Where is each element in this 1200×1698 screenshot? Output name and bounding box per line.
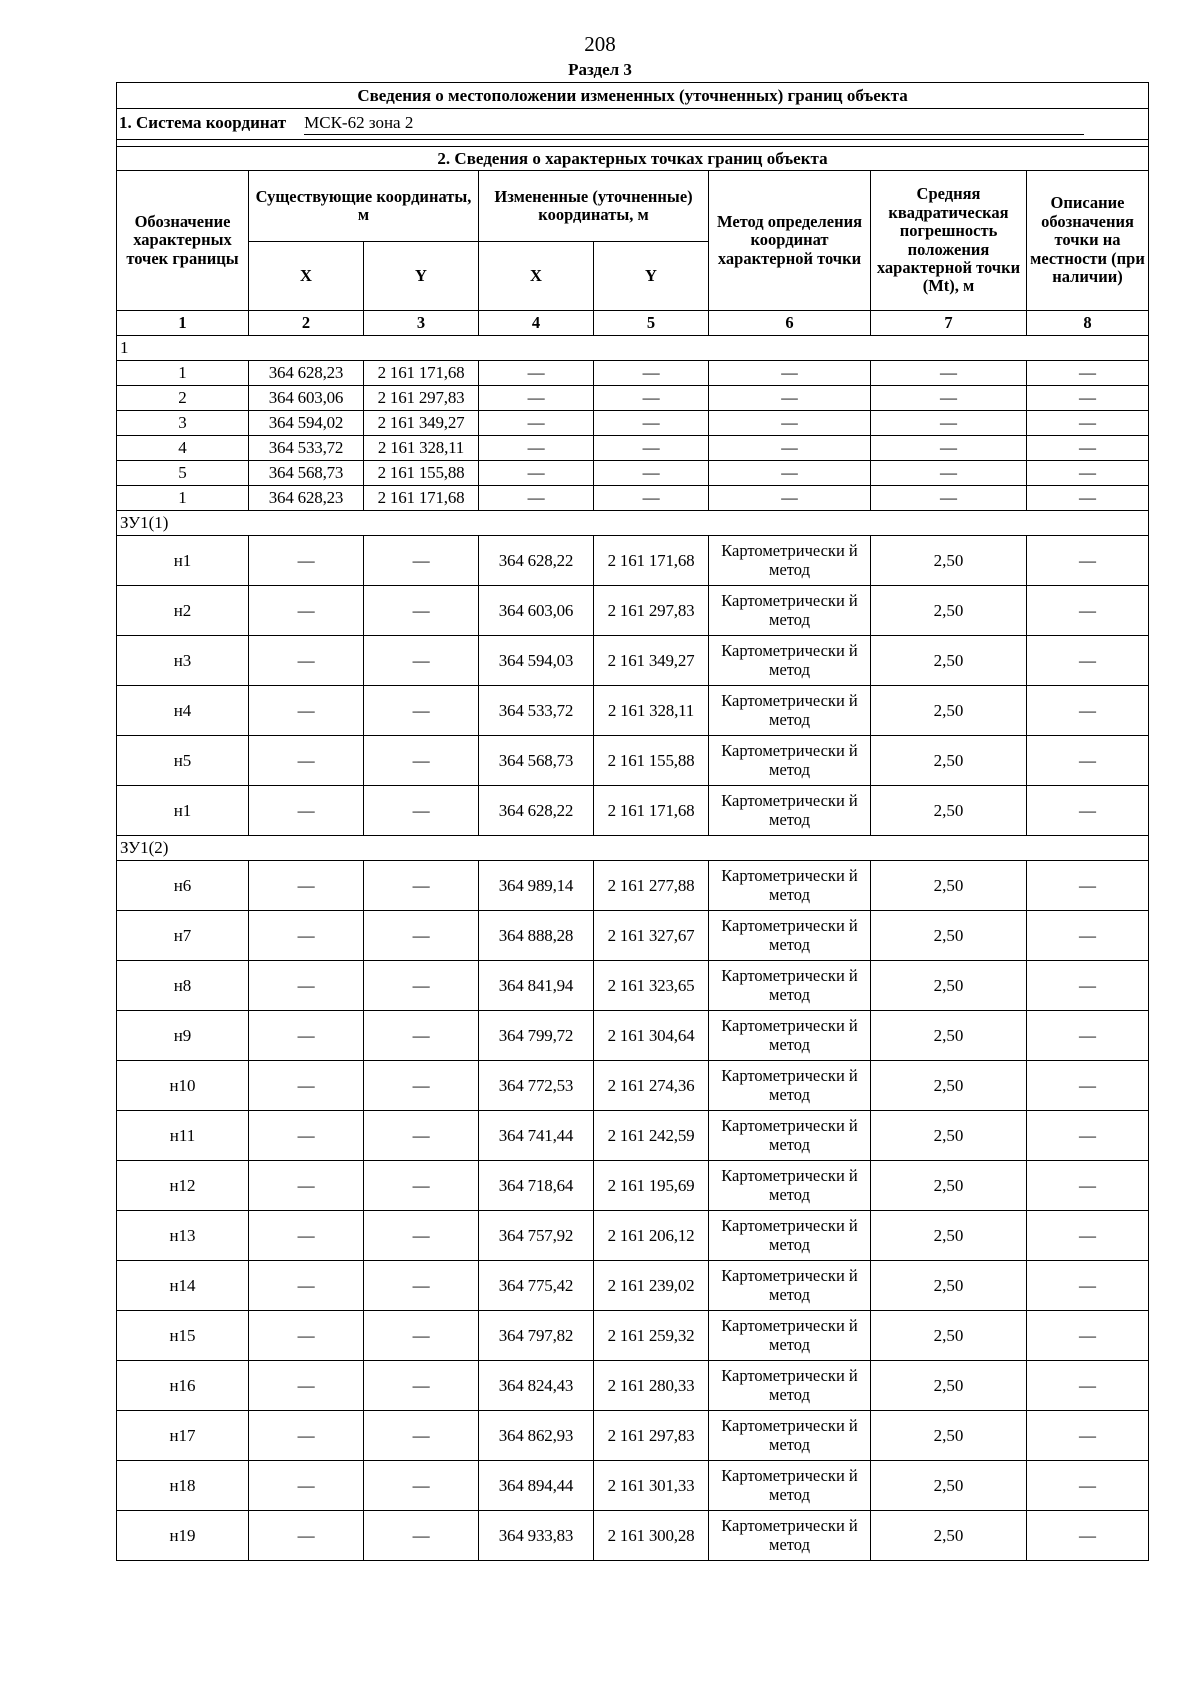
existing-x: — [249,1411,364,1461]
changed-y: 2 161 301,33 [594,1461,709,1511]
point-designation: н7 [117,911,249,961]
existing-y: — [364,1361,479,1411]
point-designation: 4 [117,436,249,461]
existing-x: 364 594,02 [249,411,364,436]
existing-y: — [364,1211,479,1261]
existing-x: — [249,1211,364,1261]
changed-y: 2 161 297,83 [594,586,709,636]
table-row [117,486,1149,511]
group-name: ЗУ1(1) [117,511,1149,536]
table-row [117,1111,1149,1161]
coord-system-row [117,109,1149,140]
column-number: 2 [249,311,364,336]
point-description: — [1027,686,1149,736]
existing-x: 364 628,23 [249,361,364,386]
changed-x: 364 741,44 [479,1111,594,1161]
group-row [117,336,1149,361]
existing-x: — [249,961,364,1011]
changed-y: 2 161 328,11 [594,686,709,736]
header-existing-y: Y [364,242,479,311]
mean-error: 2,50 [871,911,1027,961]
changed-x: 364 594,03 [479,636,594,686]
changed-x: 364 718,64 [479,1161,594,1211]
point-designation: н15 [117,1311,249,1361]
table-row [117,461,1149,486]
existing-y: — [364,1461,479,1511]
changed-x: 364 888,28 [479,911,594,961]
point-description: — [1027,961,1149,1011]
mean-error: 2,50 [871,1111,1027,1161]
table-row [117,411,1149,436]
changed-y: 2 161 349,27 [594,636,709,686]
existing-x: 364 533,72 [249,436,364,461]
mean-error: 2,50 [871,1361,1027,1411]
method: Картометрически й метод [709,1261,871,1311]
existing-y: — [364,786,479,836]
point-description: — [1027,461,1149,486]
point-description: — [1027,586,1149,636]
table-row [117,786,1149,836]
point-designation: 2 [117,386,249,411]
existing-y: 2 161 171,68 [364,361,479,386]
mean-error: 2,50 [871,1411,1027,1461]
changed-y: 2 161 206,12 [594,1211,709,1261]
table-row [117,436,1149,461]
mean-error: 2,50 [871,1211,1027,1261]
point-designation: н10 [117,1061,249,1111]
existing-y: — [364,686,479,736]
existing-y: — [364,536,479,586]
changed-y: 2 161 242,59 [594,1111,709,1161]
mean-error: 2,50 [871,686,1027,736]
column-number: 7 [871,311,1027,336]
coord-system-label: 1. Система координат [119,113,287,133]
mean-error: 2,50 [871,636,1027,686]
existing-x: — [249,786,364,836]
point-designation: н1 [117,786,249,836]
mean-error: — [871,486,1027,511]
page-number: 208 [584,32,616,56]
existing-y: — [364,961,479,1011]
point-description: — [1027,861,1149,911]
existing-y: 2 161 328,11 [364,436,479,461]
group-name: 1 [117,336,1149,361]
point-description: — [1027,436,1149,461]
existing-y: — [364,736,479,786]
table-row [117,1361,1149,1411]
existing-x: 364 628,23 [249,486,364,511]
point-description: — [1027,1311,1149,1361]
table-row [117,686,1149,736]
boundary-points-table [116,82,1149,1561]
existing-x: — [249,861,364,911]
table-row [117,861,1149,911]
changed-y: 2 161 274,36 [594,1061,709,1111]
point-description: — [1027,1511,1149,1561]
existing-y: 2 161 349,27 [364,411,479,436]
point-description: — [1027,1261,1149,1311]
existing-x: — [249,1161,364,1211]
existing-y: — [364,911,479,961]
existing-y: — [364,586,479,636]
column-number: 8 [1027,311,1149,336]
existing-x: — [249,736,364,786]
existing-y: — [364,1111,479,1161]
column-number: 6 [709,311,871,336]
changed-y: 2 161 171,68 [594,536,709,586]
method: Картометрически й метод [709,911,871,961]
point-description: — [1027,536,1149,586]
point-designation: н2 [117,586,249,636]
table-row [117,1311,1149,1361]
mean-error: 2,50 [871,1461,1027,1511]
mean-error: 2,50 [871,961,1027,1011]
mean-error: 2,50 [871,1311,1027,1361]
table-row [117,586,1149,636]
method: Картометрически й метод [709,1511,871,1561]
existing-x: — [249,636,364,686]
points-title: 2. Сведения о характерных точках границ объекта [117,147,1149,171]
point-designation: 1 [117,361,249,386]
point-designation: н4 [117,686,249,736]
changed-x: 364 568,73 [479,736,594,786]
point-description: — [1027,736,1149,786]
table-title: Сведения о местоположении измененных (уточненных) границ объекта [117,83,1149,109]
coord-system-value: МСК-62 зона 2 [304,113,1084,134]
point-designation: н6 [117,861,249,911]
changed-y: 2 161 297,83 [594,1411,709,1461]
table-row [117,1261,1149,1311]
column-number: 5 [594,311,709,336]
existing-y: — [364,1411,479,1461]
header-method: Метод определения координат характерной точки [709,171,871,311]
changed-x: 364 862,93 [479,1411,594,1461]
header-changed-x: X [479,242,594,311]
changed-x: 364 841,94 [479,961,594,1011]
existing-x: 364 568,73 [249,461,364,486]
existing-x: — [249,1261,364,1311]
changed-x: 364 797,82 [479,1311,594,1361]
point-description: — [1027,1161,1149,1211]
existing-x: — [249,911,364,961]
point-designation: н12 [117,1161,249,1211]
point-designation: н17 [117,1411,249,1461]
changed-y: 2 161 171,68 [594,786,709,836]
point-description: — [1027,386,1149,411]
mean-error: — [871,361,1027,386]
header-existing: Существующие координаты, м [249,171,479,242]
method: Картометрически й метод [709,1461,871,1511]
changed-y: 2 161 280,33 [594,1361,709,1411]
method: Картометрически й метод [709,586,871,636]
table-row [117,961,1149,1011]
table-row [117,386,1149,411]
method: — [709,361,871,386]
existing-x: 364 603,06 [249,386,364,411]
changed-x: 364 775,42 [479,1261,594,1311]
changed-y: — [594,386,709,411]
header-changed: Измененные (уточненные) координаты, м [479,171,709,242]
existing-y: 2 161 171,68 [364,486,479,511]
table-row [117,1411,1149,1461]
changed-x: — [479,386,594,411]
mean-error: — [871,386,1027,411]
table-row [117,1061,1149,1111]
method: Картометрически й метод [709,1111,871,1161]
changed-y: 2 161 277,88 [594,861,709,911]
existing-y: — [364,1011,479,1061]
changed-x: — [479,411,594,436]
point-designation: 5 [117,461,249,486]
point-description: — [1027,1211,1149,1261]
method: Картометрически й метод [709,736,871,786]
changed-y: 2 161 323,65 [594,961,709,1011]
existing-x: — [249,536,364,586]
method: Картометрически й метод [709,1011,871,1061]
point-description: — [1027,486,1149,511]
existing-y: — [364,636,479,686]
table-row [117,1211,1149,1261]
changed-x: 364 824,43 [479,1361,594,1411]
mean-error: 2,50 [871,861,1027,911]
method: — [709,386,871,411]
mean-error: 2,50 [871,736,1027,786]
point-designation: н19 [117,1511,249,1561]
point-description: — [1027,1111,1149,1161]
method: Картометрически й метод [709,636,871,686]
changed-x: 364 799,72 [479,1011,594,1061]
method: Картометрически й метод [709,686,871,736]
table-row [117,911,1149,961]
point-description: — [1027,636,1149,686]
mean-error: 2,50 [871,536,1027,586]
method: Картометрически й метод [709,1411,871,1461]
existing-y: — [364,1511,479,1561]
changed-y: 2 161 300,28 [594,1511,709,1561]
method: Картометрически й метод [709,1061,871,1111]
mean-error: — [871,411,1027,436]
point-description: — [1027,1011,1149,1061]
changed-y: 2 161 304,64 [594,1011,709,1061]
point-description: — [1027,411,1149,436]
group-row [117,511,1149,536]
changed-x: 364 628,22 [479,786,594,836]
point-designation: 3 [117,411,249,436]
changed-y: — [594,461,709,486]
existing-y: — [364,1161,479,1211]
existing-y: — [364,1061,479,1111]
point-designation: н14 [117,1261,249,1311]
existing-x: — [249,1361,364,1411]
group-name: ЗУ1(2) [117,836,1149,861]
point-designation: н8 [117,961,249,1011]
method: — [709,436,871,461]
existing-x: — [249,1011,364,1061]
point-designation: н13 [117,1211,249,1261]
point-description: — [1027,786,1149,836]
column-number: 4 [479,311,594,336]
existing-x: — [249,1061,364,1111]
table-row [117,536,1149,586]
header-changed-y: Y [594,242,709,311]
mean-error: — [871,436,1027,461]
table-row [117,736,1149,786]
changed-x: — [479,436,594,461]
header-designation: Обозначение характерных точек границы [117,171,249,311]
mean-error: 2,50 [871,1511,1027,1561]
changed-y: 2 161 259,32 [594,1311,709,1361]
mean-error: 2,50 [871,586,1027,636]
method: Картометрически й метод [709,1211,871,1261]
table-row [117,636,1149,686]
existing-x: — [249,1311,364,1361]
point-description: — [1027,1061,1149,1111]
point-designation: н11 [117,1111,249,1161]
method: Картометрически й метод [709,1361,871,1411]
existing-y: — [364,1261,479,1311]
changed-y: — [594,436,709,461]
point-description: — [1027,1411,1149,1461]
changed-x: — [479,461,594,486]
method: Картометрически й метод [709,1161,871,1211]
point-designation: н1 [117,536,249,586]
existing-y: — [364,1311,479,1361]
changed-x: 364 628,22 [479,536,594,586]
point-designation: н9 [117,1011,249,1061]
existing-x: — [249,1461,364,1511]
changed-y: 2 161 155,88 [594,736,709,786]
point-description: — [1027,1361,1149,1411]
section-title: Раздел 3 [568,60,632,79]
mean-error: 2,50 [871,1161,1027,1211]
point-designation: н5 [117,736,249,786]
point-description: — [1027,911,1149,961]
mean-error: — [871,461,1027,486]
changed-y: 2 161 327,67 [594,911,709,961]
changed-x: 364 894,44 [479,1461,594,1511]
method: Картометрически й метод [709,961,871,1011]
point-designation: н18 [117,1461,249,1511]
method: Картометрически й метод [709,786,871,836]
table-row [117,1011,1149,1061]
mean-error: 2,50 [871,786,1027,836]
existing-x: — [249,1511,364,1561]
table-spacer [117,140,1149,147]
changed-x: 364 533,72 [479,686,594,736]
changed-y: 2 161 195,69 [594,1161,709,1211]
existing-x: — [249,686,364,736]
changed-x: 364 757,92 [479,1211,594,1261]
table-row [117,1511,1149,1561]
mean-error: 2,50 [871,1261,1027,1311]
existing-x: — [249,1111,364,1161]
table-row [117,1161,1149,1211]
method: — [709,486,871,511]
method: — [709,461,871,486]
changed-y: — [594,486,709,511]
point-designation: н16 [117,1361,249,1411]
changed-y: — [594,411,709,436]
changed-x: — [479,361,594,386]
header-description: Описание обозначения точки на местности (при наличии) [1027,171,1149,311]
point-designation: 1 [117,486,249,511]
header-existing-x: X [249,242,364,311]
changed-x: 364 933,83 [479,1511,594,1561]
changed-x: — [479,486,594,511]
existing-x: — [249,586,364,636]
point-description: — [1027,1461,1149,1511]
mean-error: 2,50 [871,1061,1027,1111]
table-row [117,361,1149,386]
method: Картометрически й метод [709,1311,871,1361]
existing-y: 2 161 155,88 [364,461,479,486]
existing-y: — [364,861,479,911]
method: Картометрически й метод [709,536,871,586]
changed-x: 364 772,53 [479,1061,594,1111]
column-number: 1 [117,311,249,336]
changed-x: 364 603,06 [479,586,594,636]
point-designation: н3 [117,636,249,686]
changed-y: — [594,361,709,386]
group-row [117,836,1149,861]
point-description: — [1027,361,1149,386]
column-number: 3 [364,311,479,336]
existing-y: 2 161 297,83 [364,386,479,411]
header-error: Средняя квадратическая погрешность положения характерной точки (Mt), м [871,171,1027,311]
changed-y: 2 161 239,02 [594,1261,709,1311]
table-body [117,336,1149,1561]
method: Картометрически й метод [709,861,871,911]
table-row [117,1461,1149,1511]
method: — [709,411,871,436]
changed-x: 364 989,14 [479,861,594,911]
mean-error: 2,50 [871,1011,1027,1061]
